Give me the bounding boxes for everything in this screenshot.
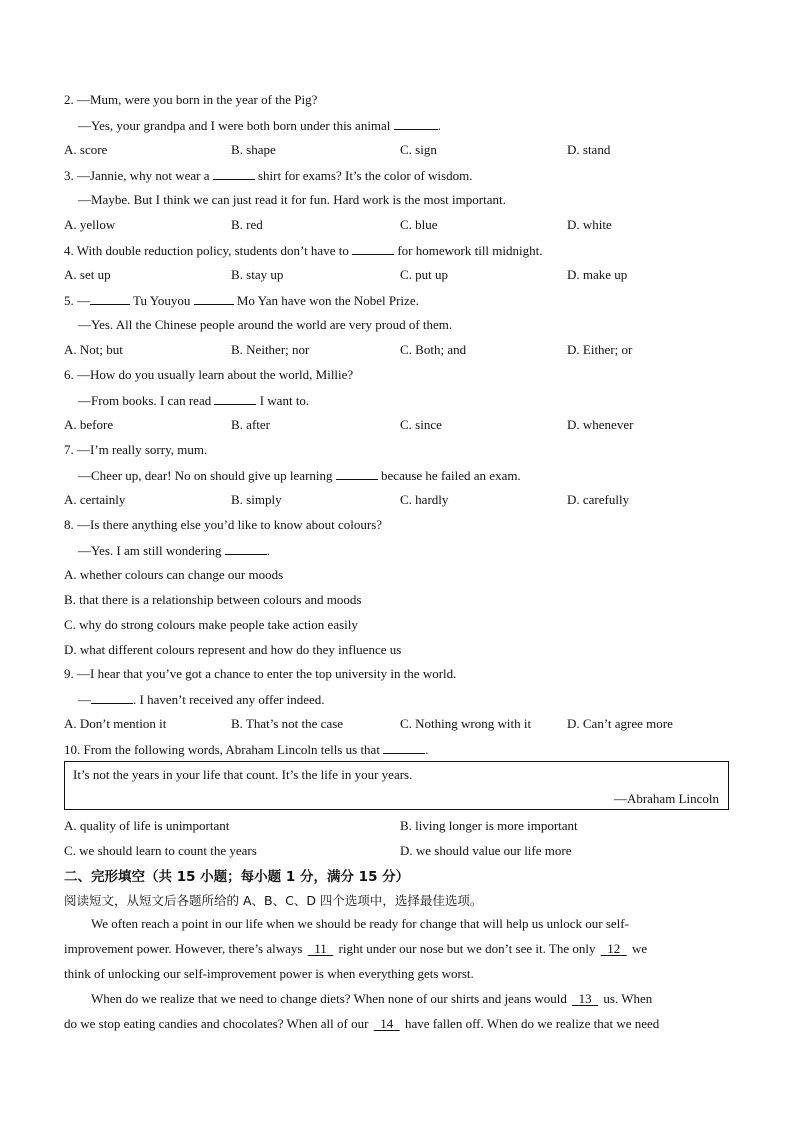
answer-blank <box>194 292 234 305</box>
option-a: A. Not; but <box>64 342 123 357</box>
option-a: A. set up <box>64 267 111 282</box>
q6-options <box>64 417 744 433</box>
q8-option-b: B. that there is a relationship between colours and moods <box>64 592 362 607</box>
option-d: D. stand <box>567 142 611 157</box>
option-b: B. living longer is more important <box>400 818 578 833</box>
passage-line: When do we realize that we need to change diets? When none of our shirts and jeans would 13 us. When <box>91 986 757 1011</box>
option-d: D. white <box>567 217 612 232</box>
answer-blank <box>336 467 378 480</box>
q8-option-a: A. whether colours can change our moods <box>64 567 284 582</box>
q10-stem: 10. From the following words, Abraham Lincoln tells us that . <box>64 742 429 757</box>
q4-options <box>64 267 744 283</box>
quote-author: —Abraham Lincoln <box>613 791 719 806</box>
option-b: B. after <box>231 417 270 432</box>
option-d: D. make up <box>567 267 628 282</box>
q5-reply: —Yes. All the Chinese people around the world are very proud of them. <box>78 317 453 332</box>
q6-stem: 6. —How do you usually learn about the world, Millie? <box>64 367 354 382</box>
q7-stem: 7. —I’m really sorry, mum. <box>64 442 208 457</box>
option-b: B. shape <box>231 142 276 157</box>
option-a: A. yellow <box>64 217 116 232</box>
option-c: C. sign <box>400 142 437 157</box>
q3-options <box>64 217 744 233</box>
option-b: B. That’s not the case <box>231 716 344 731</box>
answer-blank <box>352 242 394 255</box>
option-c: C. put up <box>400 267 449 282</box>
option-b: B. simply <box>231 492 282 507</box>
lincoln-quote-box <box>64 761 729 810</box>
passage-line: think of unlocking our self-improvement power is when everything gets worst. <box>64 966 474 981</box>
q8-reply: —Yes. I am still wondering . <box>78 543 270 558</box>
option-c: C. Nothing wrong with it <box>400 716 532 731</box>
passage-line: do we stop eating candies and chocolates? When all of our 14 have fallen off. When do we realize that we need <box>64 1011 730 1036</box>
option-c: C. Both; and <box>400 342 467 357</box>
quote-text: It’s not the years in your life that count. It’s the life in your years. <box>73 767 413 782</box>
answer-blank <box>91 691 133 704</box>
q7-options <box>64 492 744 508</box>
option-a: A. Don’t mention it <box>64 716 167 731</box>
option-a: A. score <box>64 142 108 157</box>
q2-reply: —Yes, your grandpa and I were both born under this animal . <box>78 118 441 133</box>
option-d: D. Either; or <box>567 342 633 357</box>
q10-options-row1 <box>64 818 744 834</box>
q9-stem: 9. —I hear that you’ve got a chance to enter the top university in the world. <box>64 666 457 681</box>
answer-blank <box>213 167 255 180</box>
blank-number: 13 <box>578 991 592 1006</box>
option-c: C. hardly <box>400 492 449 507</box>
q9-reply: — . I haven’t received any offer indeed. <box>78 692 325 707</box>
q2-stem: 2. —Mum, were you born in the year of the Pig? <box>64 92 318 107</box>
q9-options <box>64 716 744 732</box>
q8-stem: 8. —Is there anything else you’d like to know about colours? <box>64 517 383 532</box>
option-b: B. Neither; nor <box>231 342 310 357</box>
q7-reply: —Cheer up, dear! No on should give up learning because he failed an exam. <box>78 468 521 483</box>
option-d: D. carefully <box>567 492 630 507</box>
passage-line: We often reach a point in our life when we should be ready for change that will help us unlock our self- <box>91 916 629 931</box>
option-b: B. red <box>231 217 263 232</box>
option-a: A. quality of life is unimportant <box>64 818 230 833</box>
blank-number: 12 <box>607 941 621 956</box>
q8-option-d: D. what different colours represent and how do they influence us <box>64 642 402 657</box>
q5-stem: 5. — Tu Youyou Mo Yan have won the Nobel Prize. <box>64 293 419 308</box>
q6-reply: —From books. I can read I want to. <box>78 393 310 408</box>
blank-number: 11 <box>314 941 327 956</box>
option-b: B. stay up <box>231 267 284 282</box>
option-c: C. we should learn to count the years <box>64 843 257 858</box>
answer-blank <box>90 292 130 305</box>
q4-stem: 4. With double reduction policy, students don’t have to for homework till midnight. <box>64 243 543 258</box>
passage-line: improvement power. However, there’s always 11 right under our nose but we don’t see it. The only 12 we <box>64 936 730 961</box>
option-a: A. before <box>64 417 114 432</box>
answer-blank <box>383 741 425 754</box>
q5-options <box>64 342 744 358</box>
section-title: 二、完形填空（共 15 小题；每小题 1 分，满分 15 分） <box>64 869 410 885</box>
q3-stem: 3. —Jannie, why not wear a shirt for exams? It’s the color of wisdom. <box>64 168 473 183</box>
answer-blank <box>394 117 438 130</box>
q3-reply: —Maybe. But I think we can just read it for fun. Hard work is the most important. <box>78 192 506 207</box>
blank-number: 14 <box>380 1016 394 1031</box>
answer-blank <box>214 392 256 405</box>
option-d: D. whenever <box>567 417 634 432</box>
section-instruction: 阅读短文，从短文后各题所给的 A、B、C、D 四个选项中，选择最佳选项。 <box>64 893 483 908</box>
option-d: D. we should value our life more <box>400 843 572 858</box>
option-a: A. certainly <box>64 492 126 507</box>
answer-blank <box>225 542 267 555</box>
q8-option-c: C. why do strong colours make people take action easily <box>64 617 358 632</box>
option-c: C. blue <box>400 217 438 232</box>
option-c: C. since <box>400 417 442 432</box>
option-d: D. Can’t agree more <box>567 716 673 731</box>
q2-options <box>64 142 744 158</box>
q10-options-row2 <box>64 843 744 859</box>
